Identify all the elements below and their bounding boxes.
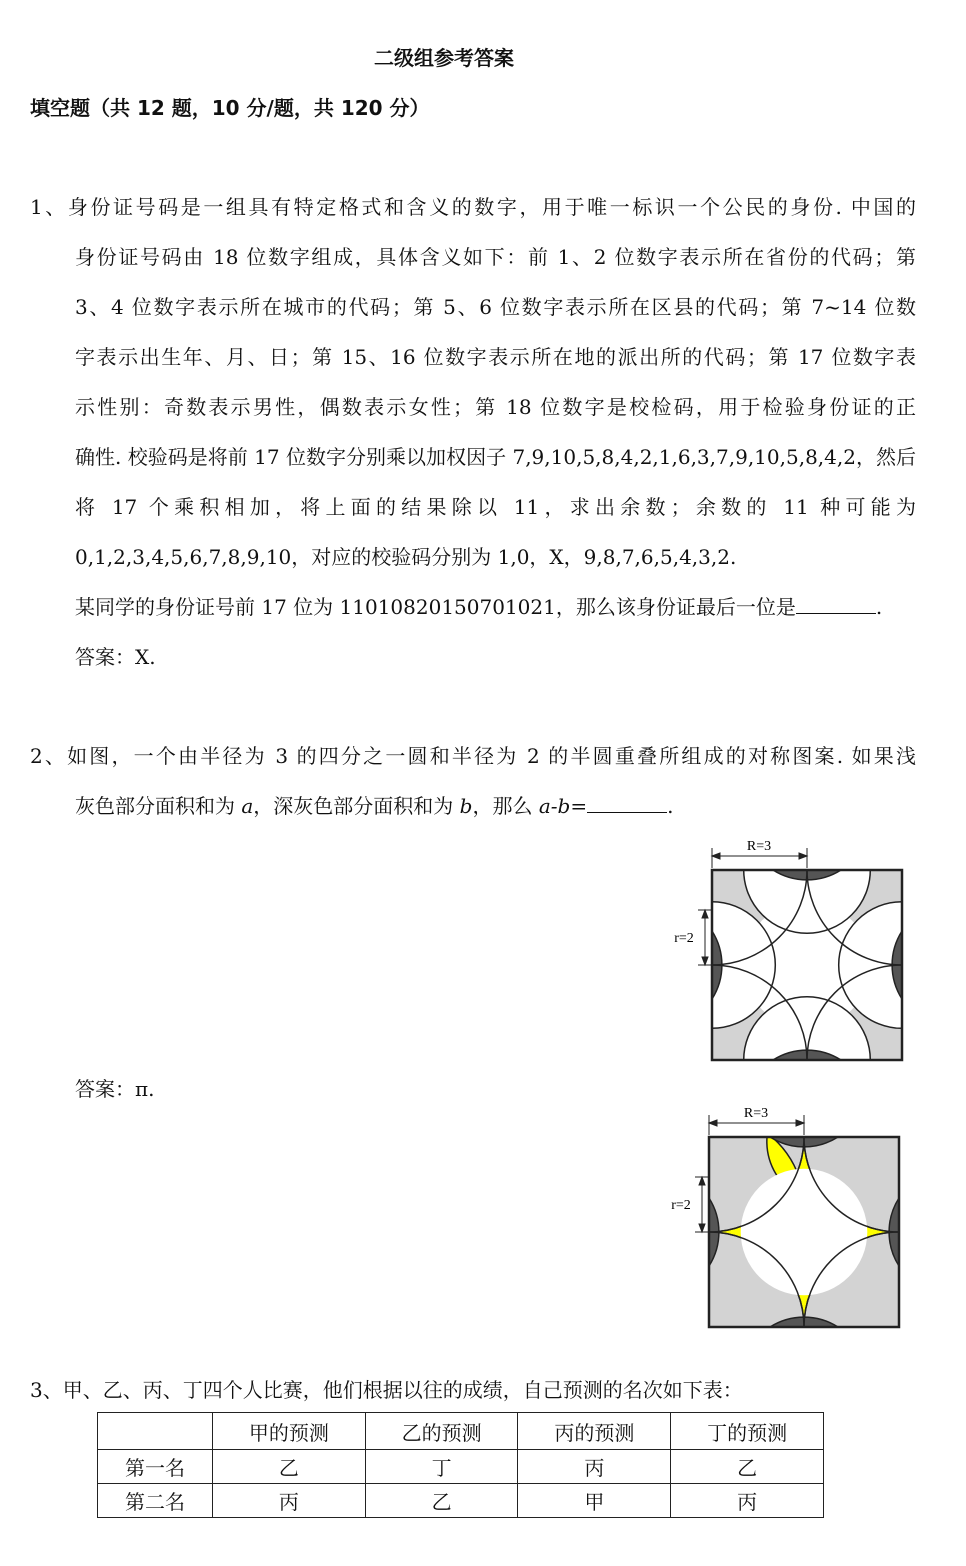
prediction-table [97,1412,824,1518]
q1-text-7: 将 17 个乘积相加，将上面的结果除以 11，求出余数；余数的 11 种可能为 [75,495,916,519]
q1-question-text: 某同学的身份证号前 17 位为 11010820150701021，那么该身份证最后一位是 [75,595,796,619]
table-cell: 乙 [365,1484,518,1518]
q1-question [75,593,882,621]
q2-answer-blank[interactable] [587,792,667,813]
radius-R-label-2: R=3 [743,1106,769,1121]
radius-r-label: r=2 [674,931,694,946]
q1-text-8: 0,1,2,3,4,5,6,7,8,9,10，对应的校验码分别为 1,0，X，9,8,7,6,5,4,3,2. [75,545,737,569]
radius-r-dimension-2 [695,1177,709,1232]
table-header-cell: 丙的预测 [518,1413,671,1450]
radius-r-dimension [698,910,712,965]
q1-answer: 答案：X. [75,645,156,669]
q1-text-5: 示性别：奇数表示男性，偶数表示女性；第 18 位数字是校检码，用于检验身份证的正 [75,395,916,419]
q1-line-5 [75,393,916,421]
q1-line-3 [75,293,916,321]
table-cell: 丙 [518,1450,671,1484]
q3-intro: 3、甲、乙、丙、丁四个人比赛，他们根据以往的成绩，自己预测的名次如下表： [30,1378,743,1402]
q1-line-8 [75,543,736,571]
table-header-cell: 甲的预测 [213,1413,366,1450]
pattern-figure-highlighted [664,1102,908,1330]
q2-text-2a: 灰色部分面积和为 [75,794,242,818]
table-cell: 第二名 [98,1484,213,1518]
q1-line-1 [30,193,916,221]
q1-text-3: 3、4 位数字表示所在城市的代码；第 5、6 位数字表示所在区县的代码；第 7~14 位数 [75,295,916,319]
q2-line-2 [75,792,673,820]
table-cell: 乙 [671,1450,824,1484]
table-row [98,1484,824,1518]
q2-expr: a-b= [538,794,588,818]
q2-var-b: b [459,794,473,818]
table-cell: 丙 [213,1484,366,1518]
table-header-cell: 乙的预测 [365,1413,518,1450]
radius-r-label-2: r=2 [671,1198,691,1213]
table-cell: 甲 [518,1484,671,1518]
table-header-row [98,1413,824,1450]
q1-text-1: 1、身份证号码是一组具有特定格式和含义的数字，用于唯一标识一个公民的身份. 中国的 [30,195,916,219]
q2-text-1: 2、如图，一个由半径为 3 的四分之一圆和半径为 2 的半圆重叠所组成的对称图案. 如果浅 [30,744,916,768]
q1-question-end: . [875,595,883,619]
q2-answer: 答案：π. [75,1077,155,1101]
table-header-cell: 丁的预测 [671,1413,824,1450]
q1-text-4: 字表示出生年、月、日；第 15、16 位数字表示所在地的派出所的代码；第 17 位数字表 [75,345,916,369]
q2-line-end: . [667,794,674,818]
table-header-cell [98,1413,213,1450]
q2-text-2b: ，深灰色部分面积和为 [253,794,460,818]
q1-line-4 [75,343,916,371]
q1-line-2 [75,243,916,271]
figure2-center-white [741,1169,868,1296]
q1-text-2: 身份证号码由 18 位数字组成，具体含义如下：前 1、2 位数字表示所在省份的代码；第 [75,245,916,269]
table-cell: 乙 [213,1450,366,1484]
section-title: 填空题（共 12 题，10 分/题，共 120 分） [30,96,430,120]
page-title: 二级组参考答案 [374,46,514,70]
q1-line-7 [75,493,916,521]
table-cell: 丁 [365,1450,518,1484]
q2-line-1 [30,742,916,770]
table-cell: 第一名 [98,1450,213,1484]
table-cell: 丙 [671,1484,824,1518]
q2-text-2c: ，那么 [472,794,539,818]
q1-line-6 [75,443,916,471]
q1-answer-blank[interactable] [796,593,876,614]
pattern-figure-gray [668,836,908,1064]
q2-var-a: a [241,794,254,818]
q1-text-6: 确性. 校验码是将前 17 位数字分别乘以加权因子 7,9,10,5,8,4,2,1,6,3,7,9,10,5,8,4,2，然后 [75,445,916,469]
table-row [98,1450,824,1484]
radius-R-label: R=3 [746,839,772,854]
